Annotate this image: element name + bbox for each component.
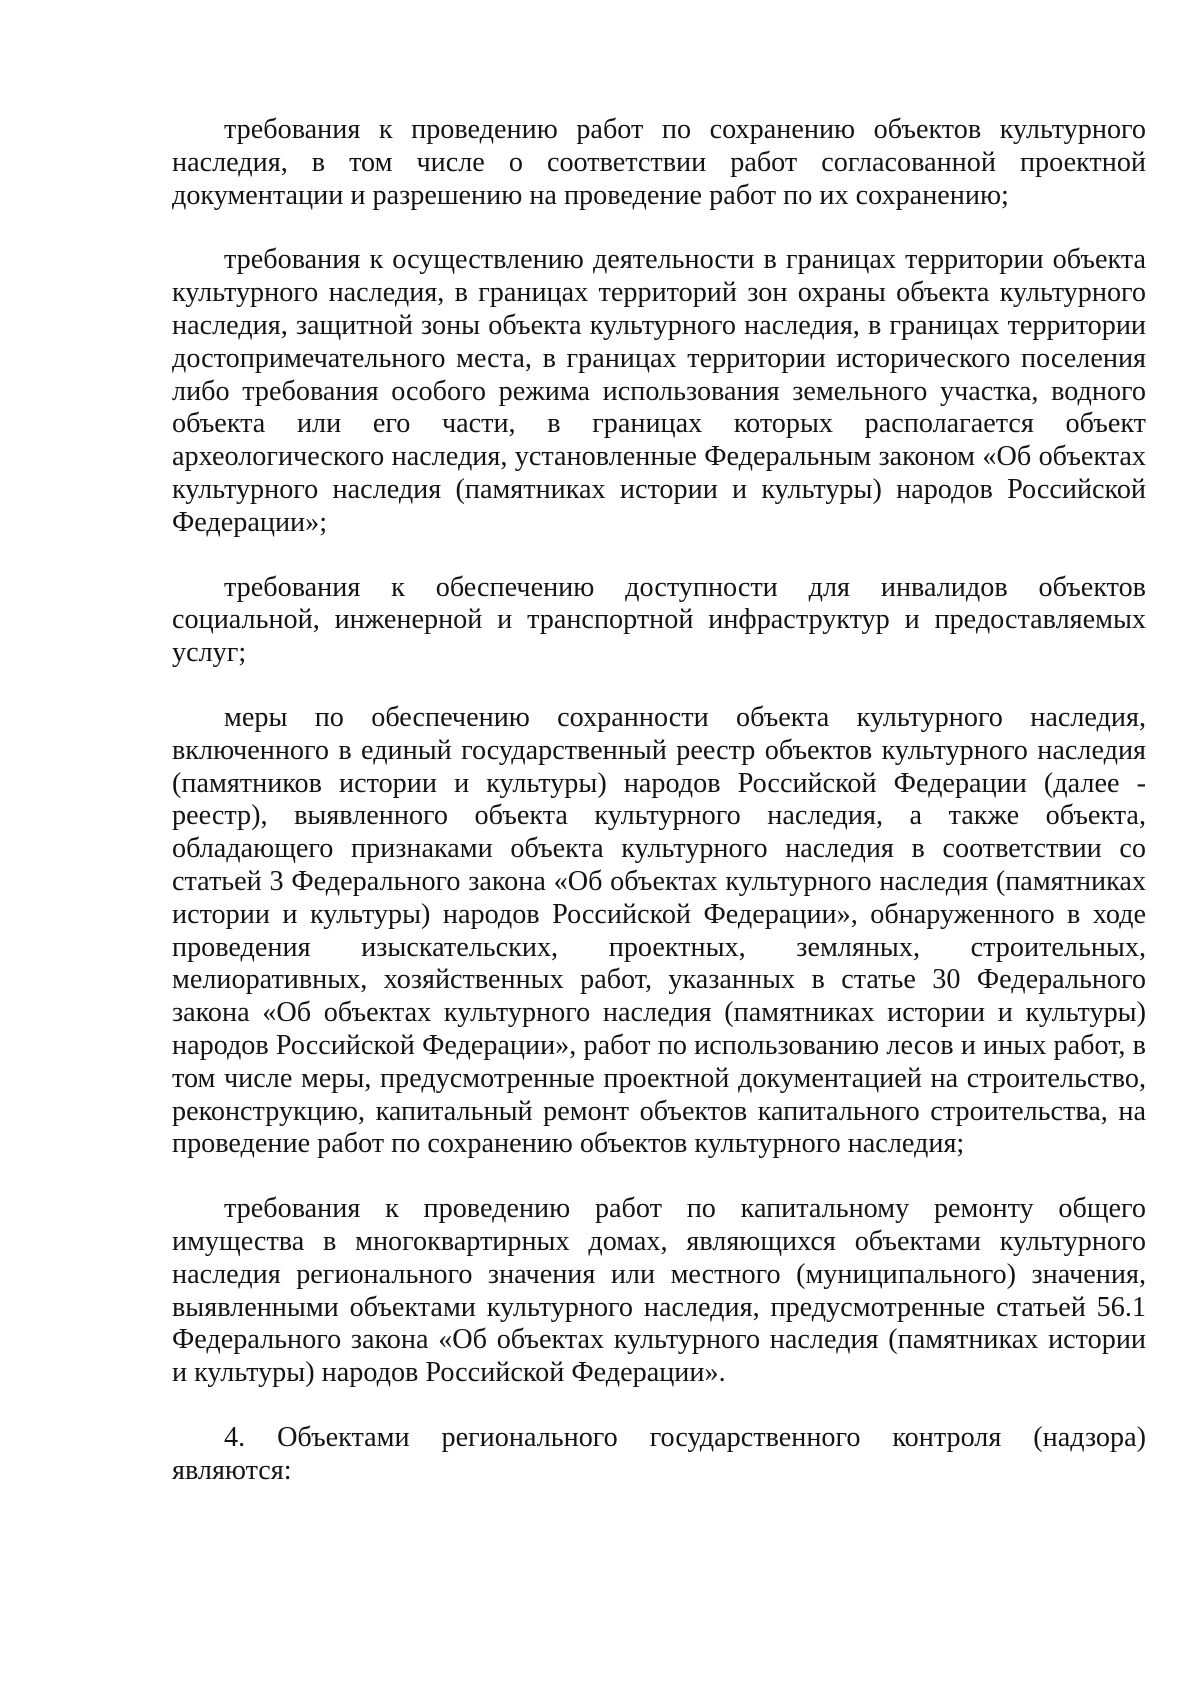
paragraph-preservation-measures: меры по обеспечению сохранности объекта культурного наследия, включенного в единый государственный реестр объектов культурного наследия (памятников истории и культуры) народов Российской Федерации (далее - реестр), выявленного объекта культурного наследия, а также объекта, обладающего признаками объекта культурного наследия в соответствии со статьей 3 Федерального закона «Об объектах культурного наследия (памятниках истории и культуры) народов Российской Федерации», обнаруженного в ходе проведения изыскательских, проектных, земляных, строительных, мелиоративных, хозяйственных работ, указанных в статье 30 Федерального закона «Об объектах культурного наследия (памятниках истории и культуры) народов Российской Федерации», работ по использованию лесов и иных работ, в том числе меры, предусмотренные проектной документацией на строительство, реконструкцию, капитальный ремонт объектов капитального строительства, на проведение работ по сохранению объектов культурного наследия;: [172, 701, 1146, 1160]
paragraph-accessibility-requirements: требования к обеспечению доступности для инвалидов объектов социальной, инженерной и транспортной инфраструктур и предоставляемых услуг;: [172, 571, 1146, 669]
paragraph-territory-activity-requirements: требования к осуществлению деятельности в границах территории объекта культурного наследия, в границах территорий зон охраны объекта культурного наследия, защитной зоны объекта культурного наследия, в границах территории достопримечательного места, в границах территории исторического поселения либо требования особого режима использования земельного участка, водного объекта или его части, в границах которых располагается объект археологического наследия, установленные Федеральным законом «Об объектах культурного наследия (памятниках истории и культуры) народов Российской Федерации»;: [172, 244, 1146, 538]
paragraph-control-objects: 4. Объектами регионального государственного контроля (надзора) являются:: [172, 1421, 1146, 1486]
paragraph-work-preservation-requirements: требования к проведению работ по сохранению объектов культурного наследия, в том числе о соответствии работ согласованной проектной документации и разрешению на проведение работ по их сохранению;: [172, 114, 1146, 211]
document-page: [172, 114, 1146, 1487]
paragraph-capital-repair-requirements: требования к проведению работ по капитальному ремонту общего имущества в многоквартирных домах, являющихся объектами культурного наследия регионального значения или местного (муниципального) значения, выявленными объектами культурного наследия, предусмотренные статьей 56.1 Федерального закона «Об объектах культурного наследия (памятниках истории и культуры) народов Российской Федерации».: [172, 1193, 1146, 1389]
